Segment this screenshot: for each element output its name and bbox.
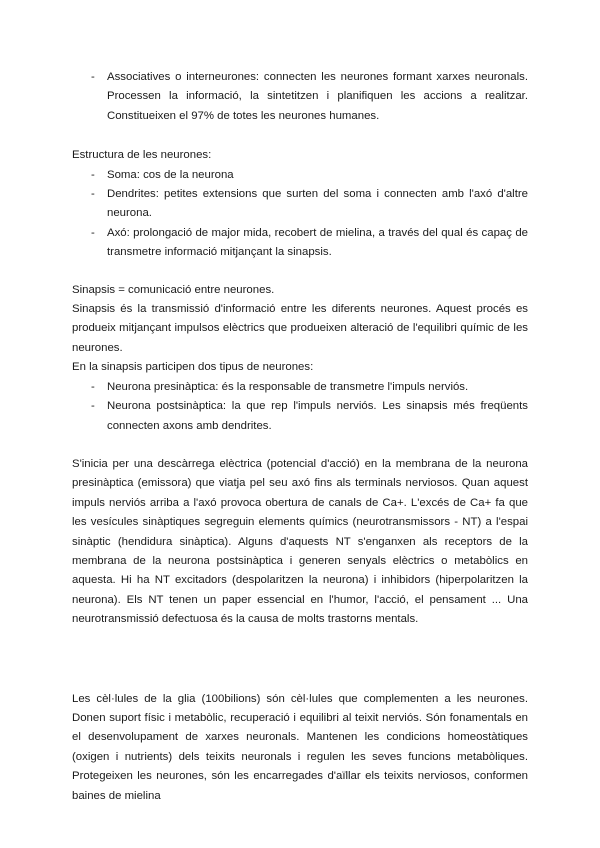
list-dash: -: [91, 168, 95, 181]
synapse-definition: Sinapsis = comunicació entre neurones.: [72, 283, 275, 296]
list-item-text: Associatives o interneurones: connecten les neurones formant xarxes neuronals. Processen la informació, la sintetitzen i planifiquen les accions a realitzar. Constitueixen el 97% de totes les neurones humanes.: [107, 71, 528, 122]
list-item: [72, 166, 528, 185]
list-item-text: Neurona postsinàptica: la que rep l'impuls nerviós. Les sinapsis més freqüents connecten axons amb dendrites.: [107, 400, 528, 432]
list-dash: -: [91, 400, 95, 413]
synapse-paragraph: Sinapsis és la transmissió d'informació entre les diferents neurones. Aquest procés es produeix mitjançant impulsos elèctrics que produeixen alteració de l'equilibri químic de les neurones.: [72, 303, 528, 354]
list-item-text: Neurona presinàptica: és la responsable de transmetre l'impuls nerviós.: [107, 380, 469, 393]
list-item: [72, 68, 528, 126]
structure-list: [72, 166, 528, 263]
glia-paragraph: Les cèl·lules de la glia (100bilions) són cèl·lules que complementen a les neurones. Donen suport físic i metabòlic, recuperació i equilibri al teixit nerviós. Són fonamentals en el desenvolupament de xarxes neuronals. Mantenen les condicions homeostàtiques (oxigen i nutrients) dels teixits neuronals i regulen les seves funcions metabòliques. Protegeixen les neurones, són les encarregades d'aïllar els teixits nerviosos, conformen baines de mielina: [72, 692, 528, 802]
neuron-types-list: [72, 68, 528, 126]
list-dash: -: [91, 188, 95, 201]
list-item-text: Axó: prolongació de major mida, recobert de mielina, a través del qual és capaç de transmetre informació mitjançant la sinapsis.: [107, 226, 528, 259]
list-dash: -: [91, 226, 95, 239]
document-page: [72, 68, 528, 806]
list-item: [72, 185, 528, 224]
action-potential-paragraph: S'inicia per una descàrrega elèctrica (potencial d'acció) en la membrana de la neurona presinàptica (emissora) que viatja pel seu axó fins als terminals nerviosos. Quan aquest impuls nerviós arriba a l'axó provoca obertura de canals de Ca+. L'excés de Ca+ fa que les vesícules sinàptiques segreguin elements químics (neurotransmissors - NT) a l'espai sinàptic (hendidura sinàptica). Alguns d'aquests NT s'enganxen als receptors de la membrana de la neurona postsinàptica i generen senyals elèctrics o metabòlics en aquesta. Hi ha NT excitadors (despolaritzen la neurona) i inhibidors (hiperpolaritzen la neurona). Els NT tenen un paper essencial en l'humor, l'acció, el pensament ... Una neurotransmissió defectuosa és la causa de molts trastorns mentals.: [72, 457, 528, 626]
list-dash: -: [91, 71, 95, 83]
list-item-text: Soma: cos de la neurona: [107, 168, 234, 181]
list-item: [72, 397, 528, 436]
list-item: [72, 224, 528, 263]
list-dash: -: [91, 380, 95, 393]
list-item: [72, 378, 528, 397]
synapse-intro: En la sinapsis participen dos tipus de neurones:: [72, 361, 314, 374]
structure-heading: Estructura de les neurones:: [72, 149, 212, 162]
list-item-text: Dendrites: petites extensions que surten del soma i connecten amb l'axó d'altre neurona.: [107, 188, 528, 220]
synapse-types-list: [72, 378, 528, 436]
